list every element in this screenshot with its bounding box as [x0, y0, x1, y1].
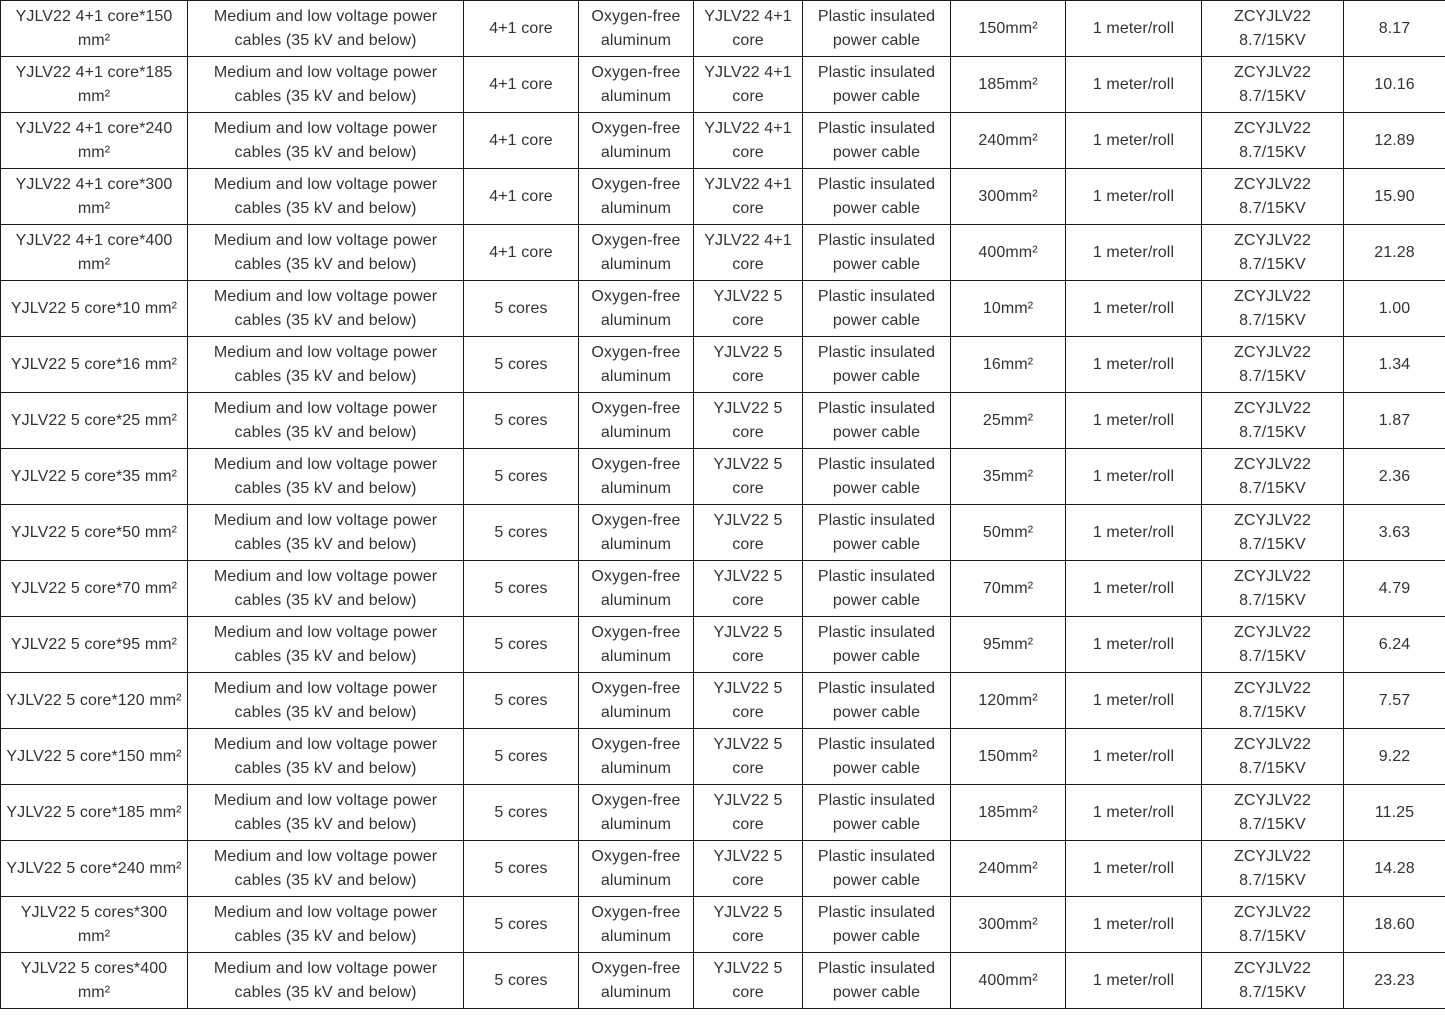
voltage-rating-cell: ZCYJLV22 8.7/15KV — [1202, 673, 1344, 729]
table-row — [1, 57, 1445, 113]
voltage-rating-cell: ZCYJLV22 8.7/15KV — [1202, 505, 1344, 561]
core-count-cell: 4+1 core — [464, 169, 579, 225]
cable-series-cell: YJLV22 5 core — [694, 729, 803, 785]
voltage-rating-cell: ZCYJLV22 8.7/15KV — [1202, 337, 1344, 393]
packing-unit-cell: 1 meter/roll — [1066, 281, 1202, 337]
category-cell: Medium and low voltage power cables (35 kV and below) — [188, 1, 464, 57]
cable-model-cell: YJLV22 4+1 core*240 mm² — [1, 113, 188, 169]
table-row — [1, 169, 1445, 225]
conductor-material-cell: Oxygen-free aluminum — [579, 953, 694, 1009]
price-cell: 9.22 — [1344, 729, 1445, 785]
table-row — [1, 337, 1445, 393]
conductor-material-cell: Oxygen-free aluminum — [579, 505, 694, 561]
cable-type-cell: Plastic insulated power cable — [803, 841, 951, 897]
conductor-material-cell: Oxygen-free aluminum — [579, 225, 694, 281]
cross-section-cell: 50mm² — [951, 505, 1066, 561]
cable-model-cell: YJLV22 4+1 core*300 mm² — [1, 169, 188, 225]
cross-section-cell: 95mm² — [951, 617, 1066, 673]
cable-series-cell: YJLV22 5 core — [694, 897, 803, 953]
cable-series-cell: YJLV22 5 core — [694, 393, 803, 449]
cable-model-cell: YJLV22 4+1 core*150 mm² — [1, 1, 188, 57]
table-row — [1, 449, 1445, 505]
category-cell: Medium and low voltage power cables (35 kV and below) — [188, 561, 464, 617]
cable-type-cell: Plastic insulated power cable — [803, 169, 951, 225]
category-cell: Medium and low voltage power cables (35 kV and below) — [188, 897, 464, 953]
cross-section-cell: 10mm² — [951, 281, 1066, 337]
table-row — [1, 897, 1445, 953]
conductor-material-cell: Oxygen-free aluminum — [579, 561, 694, 617]
category-cell: Medium and low voltage power cables (35 kV and below) — [188, 337, 464, 393]
cable-model-cell: YJLV22 4+1 core*400 mm² — [1, 225, 188, 281]
cable-model-cell: YJLV22 5 core*35 mm² — [1, 449, 188, 505]
voltage-rating-cell: ZCYJLV22 8.7/15KV — [1202, 617, 1344, 673]
packing-unit-cell: 1 meter/roll — [1066, 729, 1202, 785]
packing-unit-cell: 1 meter/roll — [1066, 113, 1202, 169]
cable-model-cell: YJLV22 4+1 core*185 mm² — [1, 57, 188, 113]
core-count-cell: 5 cores — [464, 841, 579, 897]
cable-model-cell: YJLV22 5 core*10 mm² — [1, 281, 188, 337]
cross-section-cell: 400mm² — [951, 953, 1066, 1009]
voltage-rating-cell: ZCYJLV22 8.7/15KV — [1202, 561, 1344, 617]
voltage-rating-cell: ZCYJLV22 8.7/15KV — [1202, 57, 1344, 113]
packing-unit-cell: 1 meter/roll — [1066, 953, 1202, 1009]
voltage-rating-cell: ZCYJLV22 8.7/15KV — [1202, 729, 1344, 785]
cable-series-cell: YJLV22 5 core — [694, 449, 803, 505]
table-row — [1, 1, 1445, 57]
price-cell: 2.36 — [1344, 449, 1445, 505]
cable-type-cell: Plastic insulated power cable — [803, 57, 951, 113]
category-cell: Medium and low voltage power cables (35 kV and below) — [188, 505, 464, 561]
price-cell: 23.23 — [1344, 953, 1445, 1009]
cable-type-cell: Plastic insulated power cable — [803, 729, 951, 785]
table-row — [1, 953, 1445, 1009]
cross-section-cell: 25mm² — [951, 393, 1066, 449]
conductor-material-cell: Oxygen-free aluminum — [579, 337, 694, 393]
voltage-rating-cell: ZCYJLV22 8.7/15KV — [1202, 953, 1344, 1009]
packing-unit-cell: 1 meter/roll — [1066, 393, 1202, 449]
packing-unit-cell: 1 meter/roll — [1066, 505, 1202, 561]
price-cell: 1.00 — [1344, 281, 1445, 337]
cross-section-cell: 400mm² — [951, 225, 1066, 281]
category-cell: Medium and low voltage power cables (35 kV and below) — [188, 169, 464, 225]
cross-section-cell: 150mm² — [951, 729, 1066, 785]
cable-type-cell: Plastic insulated power cable — [803, 785, 951, 841]
conductor-material-cell: Oxygen-free aluminum — [579, 281, 694, 337]
cable-model-cell: YJLV22 5 cores*400 mm² — [1, 953, 188, 1009]
cable-type-cell: Plastic insulated power cable — [803, 561, 951, 617]
voltage-rating-cell: ZCYJLV22 8.7/15KV — [1202, 281, 1344, 337]
conductor-material-cell: Oxygen-free aluminum — [579, 113, 694, 169]
table-row — [1, 673, 1445, 729]
core-count-cell: 4+1 core — [464, 113, 579, 169]
cable-series-cell: YJLV22 5 core — [694, 673, 803, 729]
voltage-rating-cell: ZCYJLV22 8.7/15KV — [1202, 897, 1344, 953]
category-cell: Medium and low voltage power cables (35 kV and below) — [188, 449, 464, 505]
voltage-rating-cell: ZCYJLV22 8.7/15KV — [1202, 449, 1344, 505]
cable-model-cell: YJLV22 5 core*150 mm² — [1, 729, 188, 785]
category-cell: Medium and low voltage power cables (35 kV and below) — [188, 729, 464, 785]
packing-unit-cell: 1 meter/roll — [1066, 897, 1202, 953]
core-count-cell: 5 cores — [464, 953, 579, 1009]
table-row — [1, 561, 1445, 617]
table-row — [1, 113, 1445, 169]
cable-type-cell: Plastic insulated power cable — [803, 281, 951, 337]
core-count-cell: 5 cores — [464, 281, 579, 337]
cross-section-cell: 300mm² — [951, 169, 1066, 225]
packing-unit-cell: 1 meter/roll — [1066, 169, 1202, 225]
core-count-cell: 5 cores — [464, 897, 579, 953]
voltage-rating-cell: ZCYJLV22 8.7/15KV — [1202, 841, 1344, 897]
conductor-material-cell: Oxygen-free aluminum — [579, 897, 694, 953]
category-cell: Medium and low voltage power cables (35 kV and below) — [188, 225, 464, 281]
category-cell: Medium and low voltage power cables (35 kV and below) — [188, 281, 464, 337]
category-cell: Medium and low voltage power cables (35 kV and below) — [188, 113, 464, 169]
cable-series-cell: YJLV22 5 core — [694, 505, 803, 561]
cable-series-cell: YJLV22 4+1 core — [694, 57, 803, 113]
voltage-rating-cell: ZCYJLV22 8.7/15KV — [1202, 1, 1344, 57]
cable-series-cell: YJLV22 5 core — [694, 953, 803, 1009]
conductor-material-cell: Oxygen-free aluminum — [579, 169, 694, 225]
price-cell: 14.28 — [1344, 841, 1445, 897]
conductor-material-cell: Oxygen-free aluminum — [579, 785, 694, 841]
conductor-material-cell: Oxygen-free aluminum — [579, 449, 694, 505]
core-count-cell: 5 cores — [464, 337, 579, 393]
packing-unit-cell: 1 meter/roll — [1066, 449, 1202, 505]
table-row — [1, 393, 1445, 449]
packing-unit-cell: 1 meter/roll — [1066, 673, 1202, 729]
cross-section-cell: 185mm² — [951, 785, 1066, 841]
conductor-material-cell: Oxygen-free aluminum — [579, 841, 694, 897]
cable-type-cell: Plastic insulated power cable — [803, 953, 951, 1009]
cable-type-cell: Plastic insulated power cable — [803, 617, 951, 673]
cable-model-cell: YJLV22 5 core*25 mm² — [1, 393, 188, 449]
table-row — [1, 785, 1445, 841]
core-count-cell: 5 cores — [464, 449, 579, 505]
price-cell: 18.60 — [1344, 897, 1445, 953]
packing-unit-cell: 1 meter/roll — [1066, 337, 1202, 393]
price-cell: 10.16 — [1344, 57, 1445, 113]
packing-unit-cell: 1 meter/roll — [1066, 57, 1202, 113]
cable-type-cell: Plastic insulated power cable — [803, 673, 951, 729]
core-count-cell: 5 cores — [464, 561, 579, 617]
packing-unit-cell: 1 meter/roll — [1066, 785, 1202, 841]
cable-series-cell: YJLV22 4+1 core — [694, 113, 803, 169]
category-cell: Medium and low voltage power cables (35 kV and below) — [188, 617, 464, 673]
cross-section-cell: 35mm² — [951, 449, 1066, 505]
cross-section-cell: 150mm² — [951, 1, 1066, 57]
core-count-cell: 4+1 core — [464, 1, 579, 57]
core-count-cell: 5 cores — [464, 729, 579, 785]
cross-section-cell: 70mm² — [951, 561, 1066, 617]
category-cell: Medium and low voltage power cables (35 kV and below) — [188, 953, 464, 1009]
core-count-cell: 5 cores — [464, 505, 579, 561]
core-count-cell: 5 cores — [464, 785, 579, 841]
cross-section-cell: 16mm² — [951, 337, 1066, 393]
cable-series-cell: YJLV22 4+1 core — [694, 169, 803, 225]
core-count-cell: 4+1 core — [464, 225, 579, 281]
table-row — [1, 729, 1445, 785]
core-count-cell: 5 cores — [464, 393, 579, 449]
cable-type-cell: Plastic insulated power cable — [803, 393, 951, 449]
voltage-rating-cell: ZCYJLV22 8.7/15KV — [1202, 225, 1344, 281]
conductor-material-cell: Oxygen-free aluminum — [579, 57, 694, 113]
cross-section-cell: 240mm² — [951, 113, 1066, 169]
conductor-material-cell: Oxygen-free aluminum — [579, 393, 694, 449]
cross-section-cell: 240mm² — [951, 841, 1066, 897]
core-count-cell: 5 cores — [464, 673, 579, 729]
cable-type-cell: Plastic insulated power cable — [803, 897, 951, 953]
packing-unit-cell: 1 meter/roll — [1066, 561, 1202, 617]
cable-type-cell: Plastic insulated power cable — [803, 337, 951, 393]
cable-series-cell: YJLV22 5 core — [694, 617, 803, 673]
voltage-rating-cell: ZCYJLV22 8.7/15KV — [1202, 785, 1344, 841]
cable-type-cell: Plastic insulated power cable — [803, 113, 951, 169]
category-cell: Medium and low voltage power cables (35 kV and below) — [188, 393, 464, 449]
table-body — [1, 1, 1445, 1009]
cable-series-cell: YJLV22 5 core — [694, 841, 803, 897]
cable-series-cell: YJLV22 5 core — [694, 561, 803, 617]
conductor-material-cell: Oxygen-free aluminum — [579, 617, 694, 673]
price-cell: 11.25 — [1344, 785, 1445, 841]
packing-unit-cell: 1 meter/roll — [1066, 617, 1202, 673]
voltage-rating-cell: ZCYJLV22 8.7/15KV — [1202, 169, 1344, 225]
table-row — [1, 281, 1445, 337]
conductor-material-cell: Oxygen-free aluminum — [579, 673, 694, 729]
voltage-rating-cell: ZCYJLV22 8.7/15KV — [1202, 393, 1344, 449]
core-count-cell: 5 cores — [464, 617, 579, 673]
cable-model-cell: YJLV22 5 core*120 mm² — [1, 673, 188, 729]
cable-model-cell: YJLV22 5 core*70 mm² — [1, 561, 188, 617]
packing-unit-cell: 1 meter/roll — [1066, 225, 1202, 281]
cable-model-cell: YJLV22 5 core*185 mm² — [1, 785, 188, 841]
packing-unit-cell: 1 meter/roll — [1066, 1, 1202, 57]
category-cell: Medium and low voltage power cables (35 kV and below) — [188, 785, 464, 841]
cable-model-cell: YJLV22 5 core*50 mm² — [1, 505, 188, 561]
cross-section-cell: 185mm² — [951, 57, 1066, 113]
category-cell: Medium and low voltage power cables (35 kV and below) — [188, 57, 464, 113]
cable-model-cell: YJLV22 5 core*240 mm² — [1, 841, 188, 897]
cable-series-cell: YJLV22 4+1 core — [694, 225, 803, 281]
cross-section-cell: 300mm² — [951, 897, 1066, 953]
table-row — [1, 225, 1445, 281]
cable-type-cell: Plastic insulated power cable — [803, 225, 951, 281]
cable-model-cell: YJLV22 5 core*16 mm² — [1, 337, 188, 393]
cable-series-cell: YJLV22 5 core — [694, 785, 803, 841]
conductor-material-cell: Oxygen-free aluminum — [579, 1, 694, 57]
price-cell: 6.24 — [1344, 617, 1445, 673]
table-row — [1, 505, 1445, 561]
core-count-cell: 4+1 core — [464, 57, 579, 113]
price-cell: 21.28 — [1344, 225, 1445, 281]
cable-model-cell: YJLV22 5 core*95 mm² — [1, 617, 188, 673]
cable-model-cell: YJLV22 5 cores*300 mm² — [1, 897, 188, 953]
category-cell: Medium and low voltage power cables (35 kV and below) — [188, 841, 464, 897]
price-cell: 1.34 — [1344, 337, 1445, 393]
cable-type-cell: Plastic insulated power cable — [803, 1, 951, 57]
cable-series-cell: YJLV22 4+1 core — [694, 1, 803, 57]
price-cell: 12.89 — [1344, 113, 1445, 169]
cable-series-cell: YJLV22 5 core — [694, 281, 803, 337]
cross-section-cell: 120mm² — [951, 673, 1066, 729]
cable-series-cell: YJLV22 5 core — [694, 337, 803, 393]
price-cell: 15.90 — [1344, 169, 1445, 225]
category-cell: Medium and low voltage power cables (35 kV and below) — [188, 673, 464, 729]
voltage-rating-cell: ZCYJLV22 8.7/15KV — [1202, 113, 1344, 169]
packing-unit-cell: 1 meter/roll — [1066, 841, 1202, 897]
cable-type-cell: Plastic insulated power cable — [803, 449, 951, 505]
price-cell: 4.79 — [1344, 561, 1445, 617]
price-cell: 7.57 — [1344, 673, 1445, 729]
conductor-material-cell: Oxygen-free aluminum — [579, 729, 694, 785]
table-row — [1, 841, 1445, 897]
price-cell: 1.87 — [1344, 393, 1445, 449]
cable-type-cell: Plastic insulated power cable — [803, 505, 951, 561]
table-row — [1, 617, 1445, 673]
price-cell: 3.63 — [1344, 505, 1445, 561]
price-cell: 8.17 — [1344, 1, 1445, 57]
